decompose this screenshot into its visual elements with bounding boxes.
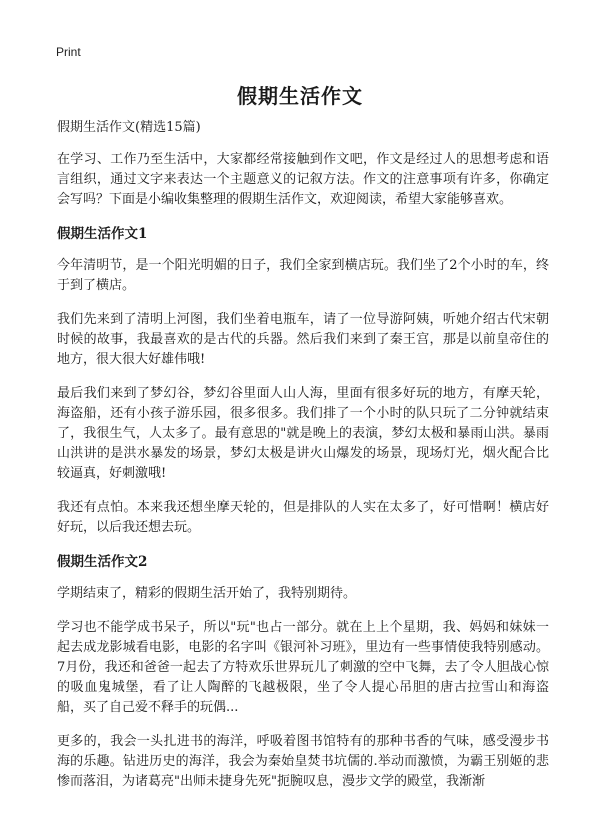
section-heading: 假期生活作文1 [57,226,148,242]
document-body [57,119,549,806]
paragraph: 我们先来到了清明上河图，我们坐着电瓶车，请了一位导游阿姨，听她介绍古代宋朝时候的故事，我最喜欢的是古代的兵器。然后我们来到了秦王宫，那是以前皇帝住的地方，很大很大好雄伟哦! [57,312,549,367]
essay-section-1 [57,224,549,538]
essay-section-2 [57,552,549,792]
paragraph: 我还有点怕。本来我还想坐摩天轮的，但是排队的人实在太多了，好可惜啊！横店好好玩，以后我还想去玩。 [57,500,549,535]
paragraph: 学习也不能学成书呆子，所以"玩"也占一部分。就在上上个星期，我、妈妈和妹妹一起去成龙影城看电影，电影的名字叫《银河补习班》，里边有一些事情使我特别感动。7月份，我还和爸爸一起去了方特欢乐世界玩儿了刺激的空中飞舞，去了令人胆战心惊的吸血鬼城堡，看了让人陶醉的飞越极限，坐了令人提心吊胆的唐古拉雪山和海盗船，买了自己爱不释手的玩偶... [57,620,549,715]
intro-paragraph: 在学习、工作乃至生活中，大家都经常接触到作文吧，作文是经过人的思想考虑和语言组织，通过文字来表达一个主题意义的记叙方法。作文的注意事项有许多，你确定会写吗？下面是小编收集整理的假期生活作文，欢迎阅读，希望大家能够喜欢。 [57,152,549,207]
paragraph: 更多的，我会一头扎进书的海洋，呼吸着图书馆特有的那种书香的气味，感受漫步书海的乐趣。钻进历史的海洋，我会为秦始皇焚书坑儒的.举动而激愤，为霸王别姬的悲惨而落泪，为诸葛亮"出师未捷身先死"扼腕叹息，漫步文学的殿堂，我渐渐 [57,734,549,789]
page-title: 假期生活作文 [237,84,363,108]
paragraph: 今年清明节，是一个阳光明媚的日子，我们全家到横店玩。我们坐了2个小时的车，终于到了横店。 [57,258,549,293]
section-heading: 假期生活作文2 [57,554,148,570]
print-link[interactable]: Print [56,45,81,59]
paragraph: 学期结束了，精彩的假期生活开始了，我特别期待。 [57,586,357,601]
document-subtitle: 假期生活作文(精选15篇) [57,120,201,135]
paragraph: 最后我们来到了梦幻谷，梦幻谷里面人山人海，里面有很多好玩的地方，有摩天轮，海盗船，还有小孩子游乐园，很多很多。我们排了一个小时的队只玩了二分钟就结束了，我很生气，人太多了。最有意思的"就是晚上的表演，梦幻太极和暴雨山洪。暴雨山洪讲的是洪水暴发的场景，梦幻太极是讲火山爆发的场景，现场灯光，烟火配合比较逼真，好刺激哦! [57,386,549,481]
